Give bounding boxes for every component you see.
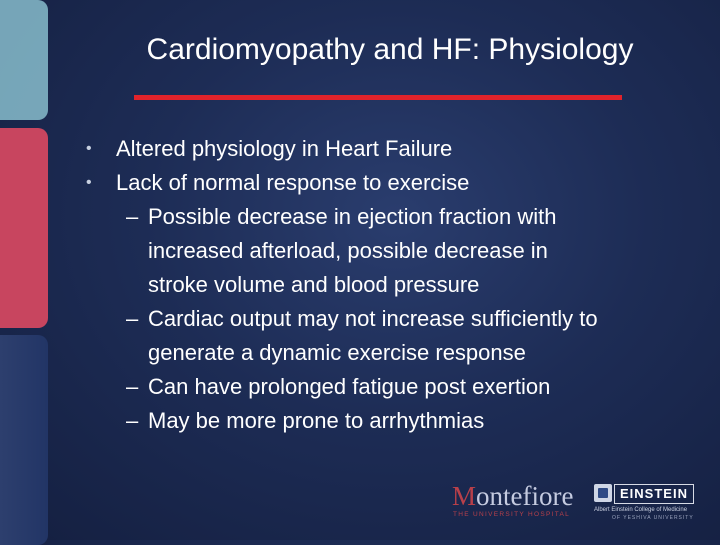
bullet-text: Altered physiology in Heart Failure bbox=[116, 136, 453, 161]
sub-bullet-item bbox=[86, 302, 716, 370]
einstein-mark-icon bbox=[594, 484, 612, 502]
bullet-icon: • bbox=[86, 140, 92, 157]
sub-bullet-item bbox=[86, 404, 716, 438]
title-underline bbox=[134, 95, 622, 100]
bullet-text: Lack of normal response to exercise bbox=[116, 170, 470, 195]
dash-icon: – bbox=[126, 374, 139, 399]
einstein-wordmark: EINSTEIN bbox=[614, 484, 694, 504]
sub-bullet-line: generate a dynamic exercise response bbox=[148, 340, 526, 365]
sub-bullet-line: stroke volume and blood pressure bbox=[148, 272, 480, 297]
side-tab-teal bbox=[0, 0, 48, 120]
side-decoration bbox=[0, 0, 48, 540]
dash-icon: – bbox=[126, 306, 139, 331]
slide-title: Cardiomyopathy and HF: Physiology bbox=[146, 33, 634, 66]
montefiore-logo bbox=[452, 482, 582, 518]
sub-bullet-item bbox=[86, 200, 716, 302]
montefiore-initial: M bbox=[452, 481, 477, 511]
sub-bullet-line: Can have prolonged fatigue post exertion bbox=[148, 374, 551, 399]
bullet-item bbox=[86, 132, 716, 166]
montefiore-wordmark bbox=[452, 482, 573, 510]
bullet-icon: • bbox=[86, 174, 92, 191]
einstein-subtitle-2: OF YESHIVA UNIVERSITY bbox=[612, 515, 694, 521]
side-tab-navy bbox=[0, 335, 48, 545]
dash-icon: – bbox=[126, 408, 139, 433]
side-tab-rose bbox=[0, 128, 48, 328]
sub-bullet-line: Cardiac output may not increase sufficiently to bbox=[148, 306, 598, 331]
sub-bullet-line: increased afterload, possible decrease in bbox=[148, 238, 548, 263]
bullet-item bbox=[86, 166, 716, 200]
sub-bullet-line: Possible decrease in ejection fraction with bbox=[148, 204, 557, 229]
dash-icon: – bbox=[126, 204, 139, 229]
sub-bullet-line: May be more prone to arrhythmias bbox=[148, 408, 485, 433]
einstein-logo bbox=[594, 484, 704, 524]
slide-content bbox=[86, 132, 716, 438]
sub-bullet-item bbox=[86, 370, 716, 404]
einstein-subtitle: Albert Einstein College of Medicine bbox=[594, 507, 688, 513]
montefiore-name-rest: ontefiore bbox=[476, 481, 574, 511]
montefiore-subtitle: THE UNIVERSITY HOSPITAL bbox=[453, 511, 571, 518]
